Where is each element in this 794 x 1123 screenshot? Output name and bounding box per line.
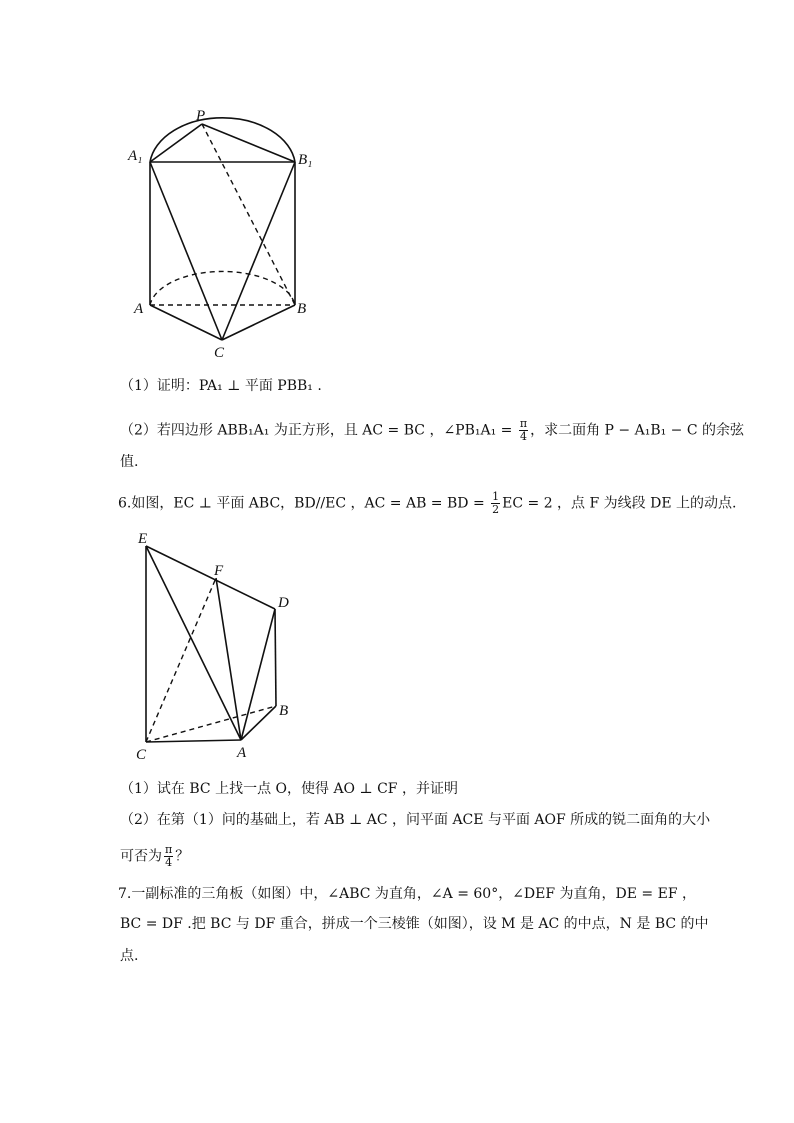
q6-frac-num: 1 (492, 490, 500, 503)
label-d: D (278, 595, 289, 611)
q6-part1: （1）试在 BC 上找一点 O，使得 AO ⊥ CF ，并证明 (120, 781, 458, 797)
label-c: C (214, 345, 225, 361)
q5-frac-den: 4 (519, 430, 527, 443)
edge-bc (222, 305, 295, 340)
q6-stem-text-a: 6.如图，EC ⊥ 平面 ABC，BD//EC ，AC = AB = BD = (118, 495, 490, 512)
label-c: C (136, 747, 147, 763)
label-e: E (138, 531, 148, 547)
q6-stem-text-b: EC = 2 ，点 F 为线段 DE 上的动点. (502, 495, 737, 512)
q6-part2-line1: （2）在第（1）问的基础上，若 AB ⊥ AC ，问平面 ACE 与平面 AOF 所成的锐二面角的大小 (120, 812, 711, 828)
q6-part2-text-c: ？ (175, 848, 190, 865)
q6-stem (118, 491, 736, 516)
label-a: A (237, 745, 247, 761)
q5-part2-line1 (120, 418, 744, 443)
q5-part2-line2: 值. (120, 454, 139, 470)
edge-ca (146, 740, 241, 742)
edge-cf-dashed (146, 578, 216, 742)
label-b: B (297, 301, 307, 317)
edge-ac (150, 305, 222, 340)
q6-part2-line2 (120, 844, 189, 869)
label-b1: B₁ (298, 152, 313, 168)
label-a: A (134, 301, 144, 317)
q6-part2-text-b: 可否为 (120, 848, 162, 865)
label-b: B (279, 703, 289, 719)
edge-db (275, 609, 276, 706)
q7-line1: 7.一副标准的三角板（如图）中，∠ABC 为直角，∠A = 60°，∠DEF 为直角，DE = EF ， (118, 886, 696, 902)
q6-part2-fraction (164, 844, 173, 869)
label-a1: A₁ (128, 148, 143, 164)
label-f: F (214, 563, 224, 579)
q5-part2-text-b: ，求二面角 P − A₁B₁ − C 的余弦 (530, 422, 745, 439)
q7-line3: 点. (120, 948, 139, 964)
label-p: P (196, 108, 206, 124)
q6-p2-frac-den: 4 (165, 856, 173, 869)
edge-ab (241, 706, 276, 740)
q6-stem-fraction (491, 491, 500, 516)
edge-da (241, 609, 275, 740)
edge-ed (146, 546, 275, 609)
q6-frac-den: 2 (492, 503, 500, 516)
q5-part2-text-a: （2）若四边形 ABB₁A₁ 为正方形，且 AC = BC ，∠PB₁A₁ = (120, 422, 517, 439)
q7-line2: BC = DF .把 BC 与 DF 重合，拼成一个三棱锥（如图），设 M 是 AC 的中点，N 是 BC 的中 (120, 916, 709, 932)
edge-a1c (150, 162, 222, 340)
figure-1-prism-semicylinder (125, 100, 325, 362)
q5-frac-num: π (519, 417, 528, 430)
figure-2-polyhedron (130, 525, 300, 765)
q6-p2-frac-num: π (165, 843, 173, 856)
bottom-arc-dashed (150, 271, 295, 305)
edge-pb-dashed (202, 124, 295, 305)
edge-b1c (222, 162, 295, 340)
edge-pb1 (202, 124, 295, 162)
q5-part1: （1）证明：PA₁ ⊥ 平面 PBB₁ . (120, 378, 322, 394)
q5-part2-fraction (519, 418, 528, 443)
top-arc (150, 118, 295, 162)
